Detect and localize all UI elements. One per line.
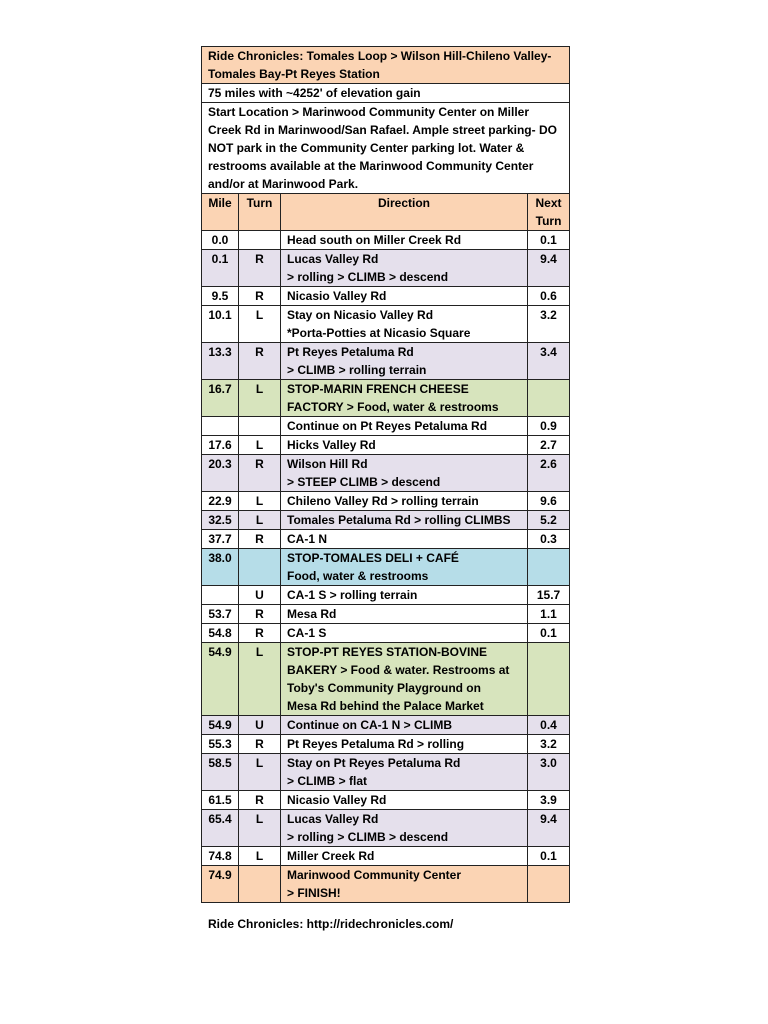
- mile-cell: 74.9: [202, 866, 239, 903]
- turn-cell: L: [239, 306, 281, 343]
- direction-cell: Wilson Hill Rd > STEEP CLIMB > descend: [281, 455, 528, 492]
- direction-cell: STOP-MARIN FRENCH CHEESE FACTORY > Food, water & restrooms: [281, 380, 528, 417]
- mile-cell: 54.9: [202, 716, 239, 735]
- direction-cell: Lucas Valley Rd > rolling > CLIMB > descend: [281, 810, 528, 847]
- next-turn-cell: 2.6: [528, 455, 570, 492]
- turn-cell: [239, 417, 281, 436]
- mile-cell: 54.9: [202, 643, 239, 716]
- table-row: [202, 530, 570, 549]
- table-row: [202, 586, 570, 605]
- mile-cell: 13.3: [202, 343, 239, 380]
- turn-cell: U: [239, 716, 281, 735]
- next-turn-cell: [528, 549, 570, 586]
- mile-cell: 65.4: [202, 810, 239, 847]
- turn-cell: R: [239, 343, 281, 380]
- mile-cell: [202, 586, 239, 605]
- next-turn-cell: 5.2: [528, 511, 570, 530]
- table-row: [202, 417, 570, 436]
- direction-cell: STOP-PT REYES STATION-BOVINE BAKERY > Food & water. Restrooms at Toby's Community Playground on Mesa Rd behind the Palace Market: [281, 643, 528, 716]
- table-row: [202, 343, 570, 380]
- table-row: [202, 306, 570, 343]
- turn-cell: L: [239, 754, 281, 791]
- mile-cell: 61.5: [202, 791, 239, 810]
- turn-cell: L: [239, 380, 281, 417]
- table-row: [202, 643, 570, 716]
- turn-cell: L: [239, 492, 281, 511]
- direction-cell: Stay on Nicasio Valley Rd *Porta-Potties at Nicasio Square: [281, 306, 528, 343]
- table-row: [202, 754, 570, 791]
- turn-cell: U: [239, 586, 281, 605]
- next-turn-cell: [528, 866, 570, 903]
- direction-cell: Chileno Valley Rd > rolling terrain: [281, 492, 528, 511]
- table-row: [202, 436, 570, 455]
- mile-cell: 74.8: [202, 847, 239, 866]
- direction-cell: Marinwood Community Center > FINISH!: [281, 866, 528, 903]
- next-turn-cell: 3.4: [528, 343, 570, 380]
- header-row: [202, 194, 570, 231]
- turn-cell: R: [239, 735, 281, 754]
- mile-cell: 0.1: [202, 250, 239, 287]
- footer-credit: Ride Chronicles: http://ridechronicles.com/: [208, 917, 454, 931]
- turn-cell: [239, 866, 281, 903]
- next-turn-cell: 9.4: [528, 810, 570, 847]
- turn-cell: L: [239, 847, 281, 866]
- next-turn-cell: 3.2: [528, 306, 570, 343]
- table-row: [202, 735, 570, 754]
- next-turn-cell: 0.9: [528, 417, 570, 436]
- title-row: [202, 47, 570, 84]
- mile-cell: 0.0: [202, 231, 239, 250]
- next-turn-cell: 3.0: [528, 754, 570, 791]
- table-row: [202, 380, 570, 417]
- header-direction: Direction: [281, 194, 528, 231]
- start-location: Start Location > Marinwood Community Center on Miller Creek Rd in Marinwood/San Rafael. Ample street parking- DO NOT park in the Community Center parking lot. Water & restrooms available at the Marinwood Community Center and/or at Marinwood Park.: [202, 103, 570, 194]
- table-row: [202, 492, 570, 511]
- direction-cell: Lucas Valley Rd > rolling > CLIMB > descend: [281, 250, 528, 287]
- mile-cell: 32.5: [202, 511, 239, 530]
- mile-cell: 16.7: [202, 380, 239, 417]
- turn-cell: R: [239, 250, 281, 287]
- next-turn-cell: 3.9: [528, 791, 570, 810]
- direction-cell: Stay on Pt Reyes Petaluma Rd > CLIMB > flat: [281, 754, 528, 791]
- direction-cell: Continue on CA-1 N > CLIMB: [281, 716, 528, 735]
- mile-cell: 22.9: [202, 492, 239, 511]
- table-row: [202, 287, 570, 306]
- table-row: [202, 810, 570, 847]
- table-row: [202, 605, 570, 624]
- mile-cell: 58.5: [202, 754, 239, 791]
- table-row: [202, 847, 570, 866]
- direction-cell: Tomales Petaluma Rd > rolling CLIMBS: [281, 511, 528, 530]
- turn-cell: R: [239, 287, 281, 306]
- turn-cell: L: [239, 511, 281, 530]
- next-turn-cell: [528, 380, 570, 417]
- route-summary: 75 miles with ~4252' of elevation gain: [202, 84, 570, 103]
- mile-cell: [202, 417, 239, 436]
- direction-cell: Head south on Miller Creek Rd: [281, 231, 528, 250]
- table-row: [202, 511, 570, 530]
- turn-cell: L: [239, 436, 281, 455]
- direction-cell: CA-1 S: [281, 624, 528, 643]
- table-row: [202, 624, 570, 643]
- next-turn-cell: 3.2: [528, 735, 570, 754]
- turn-cell: R: [239, 624, 281, 643]
- next-turn-cell: 0.1: [528, 231, 570, 250]
- turn-cell: R: [239, 455, 281, 492]
- turn-cell: L: [239, 810, 281, 847]
- table-row: [202, 791, 570, 810]
- next-turn-cell: 9.6: [528, 492, 570, 511]
- table-row: [202, 866, 570, 903]
- direction-cell: Hicks Valley Rd: [281, 436, 528, 455]
- mile-cell: 10.1: [202, 306, 239, 343]
- next-turn-cell: 15.7: [528, 586, 570, 605]
- direction-cell: Nicasio Valley Rd: [281, 287, 528, 306]
- table-row: [202, 455, 570, 492]
- next-turn-cell: 0.1: [528, 624, 570, 643]
- direction-cell: Pt Reyes Petaluma Rd > rolling: [281, 735, 528, 754]
- route-title: Ride Chronicles: Tomales Loop > Wilson Hill-Chileno Valley-Tomales Bay-Pt Reyes Station: [202, 47, 570, 84]
- next-turn-cell: [528, 643, 570, 716]
- turn-cell: [239, 549, 281, 586]
- header-next-turn: Next Turn: [528, 194, 570, 231]
- next-turn-cell: 0.6: [528, 287, 570, 306]
- mile-cell: 17.6: [202, 436, 239, 455]
- direction-cell: CA-1 S > rolling terrain: [281, 586, 528, 605]
- direction-cell: Mesa Rd: [281, 605, 528, 624]
- mile-cell: 9.5: [202, 287, 239, 306]
- mile-cell: 20.3: [202, 455, 239, 492]
- mile-cell: 53.7: [202, 605, 239, 624]
- next-turn-cell: 0.1: [528, 847, 570, 866]
- table-row: [202, 231, 570, 250]
- start-row: [202, 103, 570, 194]
- direction-cell: Nicasio Valley Rd: [281, 791, 528, 810]
- mile-cell: 38.0: [202, 549, 239, 586]
- next-turn-cell: 2.7: [528, 436, 570, 455]
- turn-cell: R: [239, 530, 281, 549]
- next-turn-cell: 0.4: [528, 716, 570, 735]
- summary-row: [202, 84, 570, 103]
- turn-cell: R: [239, 605, 281, 624]
- turn-cell: R: [239, 791, 281, 810]
- next-turn-cell: 1.1: [528, 605, 570, 624]
- direction-cell: Continue on Pt Reyes Petaluma Rd: [281, 417, 528, 436]
- header-turn: Turn: [239, 194, 281, 231]
- direction-cell: CA-1 N: [281, 530, 528, 549]
- header-mile: Mile: [202, 194, 239, 231]
- table-row: [202, 549, 570, 586]
- direction-cell: Pt Reyes Petaluma Rd > CLIMB > rolling terrain: [281, 343, 528, 380]
- mile-cell: 55.3: [202, 735, 239, 754]
- table-row: [202, 716, 570, 735]
- turn-cell: L: [239, 643, 281, 716]
- direction-cell: Miller Creek Rd: [281, 847, 528, 866]
- next-turn-cell: 0.3: [528, 530, 570, 549]
- table-row: [202, 250, 570, 287]
- mile-cell: 54.8: [202, 624, 239, 643]
- cue-sheet-table: [201, 46, 570, 903]
- cue-sheet-body: [202, 47, 570, 903]
- turn-cell: [239, 231, 281, 250]
- direction-cell: STOP-TOMALES DELI + CAFÉ Food, water & restrooms: [281, 549, 528, 586]
- next-turn-cell: 9.4: [528, 250, 570, 287]
- mile-cell: 37.7: [202, 530, 239, 549]
